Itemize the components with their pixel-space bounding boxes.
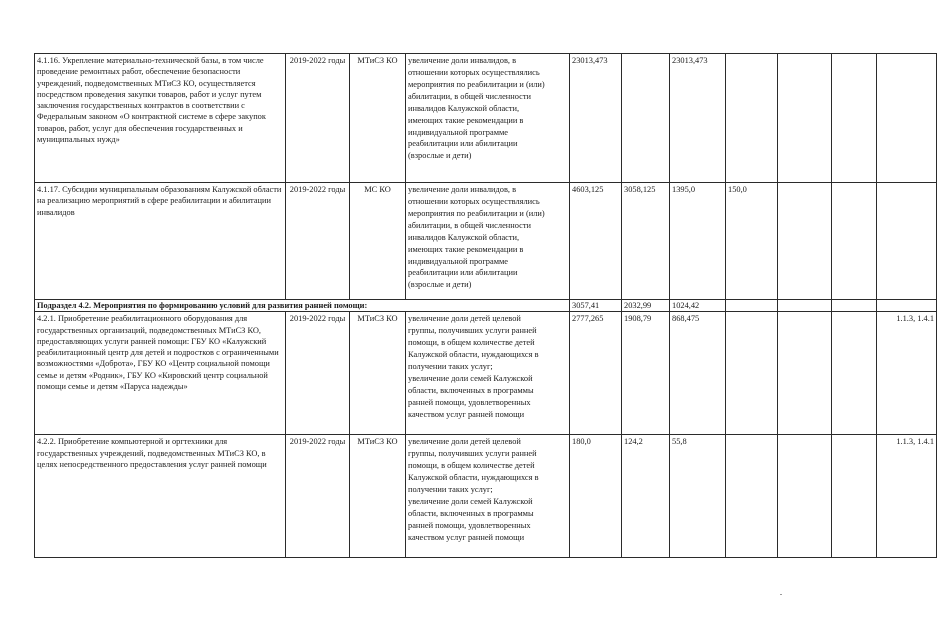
funding-2019: 1908,79: [622, 312, 670, 435]
funding-2021: 150,0: [726, 183, 778, 300]
funding-2020: 55,8: [670, 435, 726, 558]
funding-2019: 3058,125: [622, 183, 670, 300]
empty-cell: [877, 300, 937, 312]
funding-2022: [778, 435, 832, 558]
empty-cell: [726, 300, 778, 312]
table-row: [35, 435, 937, 558]
measure-executor: МС КО: [350, 183, 406, 300]
empty-cell: [832, 183, 877, 300]
table-row: [35, 54, 937, 183]
funding-2020: 1395,0: [670, 183, 726, 300]
measure-period: 2019-2022 годы: [286, 54, 350, 183]
measure-period: 2019-2022 годы: [286, 183, 350, 300]
funding-2022: [778, 54, 832, 183]
funding-2022: [778, 183, 832, 300]
funding-2019: [622, 54, 670, 183]
funding-total: 4603,125: [570, 183, 622, 300]
measure-indicator: увеличение доли инвалидов, в отношении которых осуществлялись мероприятия по реабилитации и (или) абилитации, в общей численности инвалидов Калужской области, имеющих такие рекомендации в индивидуальной программе реабилитации или абилитации (взрослые и дети): [406, 183, 570, 300]
empty-cell: [832, 54, 877, 183]
table-row: [35, 312, 937, 435]
measure-name: 4.2.1. Приобретение реабилитационного оборудования для государственных организаций, подведомственных МТиСЗ КО, предоставляющих услуги ранней помощи: ГБУ КО «Калужский реабилитационный центр для детей и подростков с ограниченными возможностями «Доброта», ГБУ КО «Центр социальной помощи семье и детям «Родник», ГБУ КО «Кировский центр социальной помощи семье и детям «Паруса надежды»: [35, 312, 286, 435]
funding-2019: 124,2: [622, 435, 670, 558]
subsection-2020: 1024,42: [670, 300, 726, 312]
measure-executor: МТиСЗ КО: [350, 312, 406, 435]
measure-name: 4.2.2. Приобретение компьютерной и оргтехники для государственных учреждений, подведомственных МТиСЗ КО, в целях непосредственного предоставления услуг ранней помощи: [35, 435, 286, 558]
indicator-code: 1.1.3, 1.4.1: [877, 435, 937, 558]
subsection-title: Подраздел 4.2. Мероприятия по формированию условий для развития ранней помощи:: [35, 300, 570, 312]
measure-name: 4.1.17. Субсидии муниципальным образованиям Калужской области на реализацию мероприятий в сфере реабилитации и абилитации инвалидов: [35, 183, 286, 300]
funding-2021: [726, 312, 778, 435]
subsection-row: [35, 300, 937, 312]
subsection-total: 3057,41: [570, 300, 622, 312]
empty-cell: [832, 312, 877, 435]
indicator-code: [877, 183, 937, 300]
funding-2020: 23013,473: [670, 54, 726, 183]
indicator-code: 1.1.3, 1.4.1: [877, 312, 937, 435]
measure-indicator: увеличение доли детей целевой группы, получивших услуги ранней помощи, в общем количестве детей Калужской области, нуждающихся в получении таких услуг; увеличение доли семей Калужской области, включенных в программы ранней помощи, удовлетворенных качеством услуг ранней помощи: [406, 435, 570, 558]
measure-name: 4.1.16. Укрепление материально-технической базы, в том числе проведение ремонтных работ, обеспечение безопасности учреждений, подведомственных МТиСЗ КО, осуществляется посредством проведения закупки товаров, работ и услуг путем заключения государственных контрактов в соответствии с Федеральным законом «О контрактной системе в сфере закупок товаров, работ, услуг для обеспечения государственных и муниципальных нужд»: [35, 54, 286, 183]
scan-speck: [780, 594, 782, 595]
funding-total: 23013,473: [570, 54, 622, 183]
empty-cell: [778, 300, 832, 312]
funding-2020: 868,475: [670, 312, 726, 435]
empty-cell: [832, 435, 877, 558]
funding-2021: [726, 435, 778, 558]
measure-period: 2019-2022 годы: [286, 435, 350, 558]
funding-2021: [726, 54, 778, 183]
subsection-2019: 2032,99: [622, 300, 670, 312]
program-measures-table: [34, 53, 937, 558]
measure-indicator: увеличение доли инвалидов, в отношении которых осуществлялись мероприятия по реабилитации и (или) абилитации, в общей численности инвалидов Калужской области, имеющих такие рекомендации в индивидуальной программе реабилитации или абилитации (взрослые и дети): [406, 54, 570, 183]
measure-indicator: увеличение доли детей целевой группы, получивших услуги ранней помощи, в общем количестве детей Калужской области, нуждающихся в получении таких услуг; увеличение доли семей Калужской области, включенных в программы ранней помощи, удовлетворенных качеством услуг ранней помощи: [406, 312, 570, 435]
measure-executor: МТиСЗ КО: [350, 435, 406, 558]
funding-total: 180,0: [570, 435, 622, 558]
measure-executor: МТиСЗ КО: [350, 54, 406, 183]
funding-2022: [778, 312, 832, 435]
measure-period: 2019-2022 годы: [286, 312, 350, 435]
funding-total: 2777,265: [570, 312, 622, 435]
table-row: [35, 183, 937, 300]
indicator-code: [877, 54, 937, 183]
empty-cell: [832, 300, 877, 312]
